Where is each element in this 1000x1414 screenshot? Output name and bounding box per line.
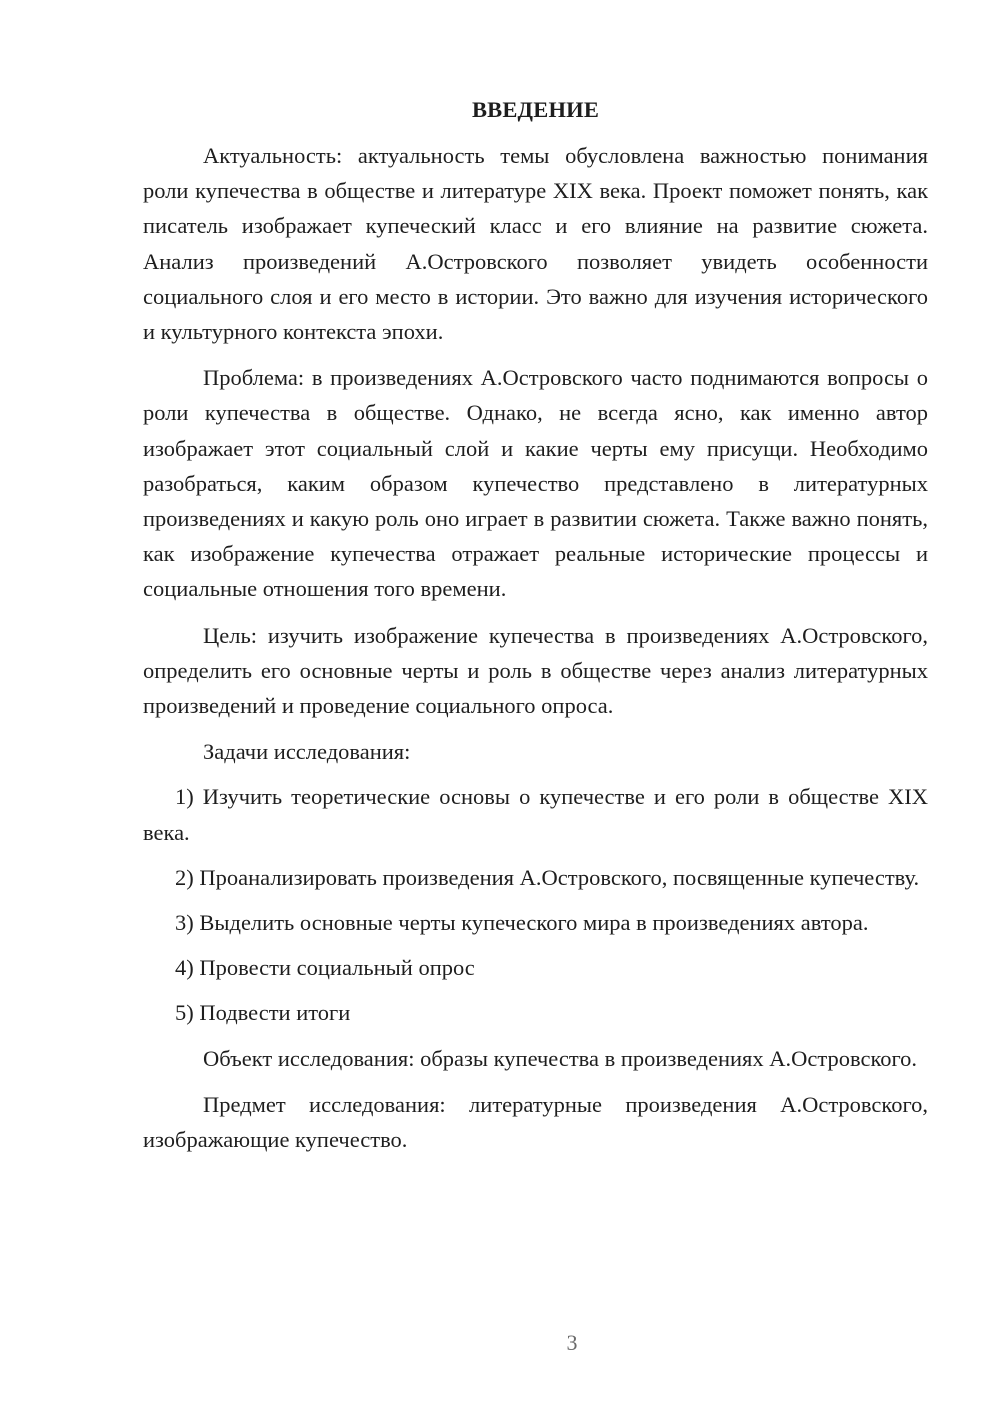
task-item: 2) Проанализировать произведения А.Островского, посвященные купечеству. [175, 864, 920, 890]
document-page [143, 95, 928, 1168]
task-item: 3) Выделить основные черты купеческого мира в произведениях автора. [175, 910, 869, 936]
task-item: 1) Изучить теоретические основы о купечестве и его роли в обществе XIX века. [143, 784, 928, 845]
task-item: 4) Провести социальный опрос [175, 955, 475, 981]
problem-paragraph: Проблема: в произведениях А.Островского часто поднимаются вопросы о роли купечества в обществе. Однако, не всегда ясно, как именно автор изображает этот социальный слой и какие черты ему присущи. Необходимо разобраться, каким образом купечество представлено в литературных произведениях и какую роль оно играет в развитии сюжета. Также важно понять, как изображение купечества отражает реальные исторические процессы и социальные отношения того времени. [143, 365, 928, 602]
subject-paragraph: Предмет исследования: литературные произведения А.Островского, изображающие купечество. [143, 1091, 928, 1153]
page-number: 3 [566, 1330, 578, 1355]
goal-paragraph: Цель: изучить изображение купечества в произведениях А.Островского, определить его основные черты и роль в обществе через анализ литературных произведений и проведение социального опроса. [143, 622, 928, 719]
task-item: 5) Подвести итоги [175, 1000, 351, 1026]
relevance-paragraph: Актуальность: актуальность темы обусловлена важностью понимания роли купечества в обществе и литературе XIX века. Проект поможет понять, как писатель изображает купеческий класс и его влияние на развитие сюжета. Анализ произведений А.Островского позволяет увидеть особенности социального слоя и его место в истории. Это важно для изучения исторического и культурного контекста эпохи. [143, 143, 928, 345]
tasks-heading: Задачи исследования: [203, 739, 411, 765]
object-paragraph: Объект исследования: образы купечества в произведениях А.Островского. [203, 1045, 918, 1071]
section-heading: ВВЕДЕНИЕ [471, 97, 600, 122]
